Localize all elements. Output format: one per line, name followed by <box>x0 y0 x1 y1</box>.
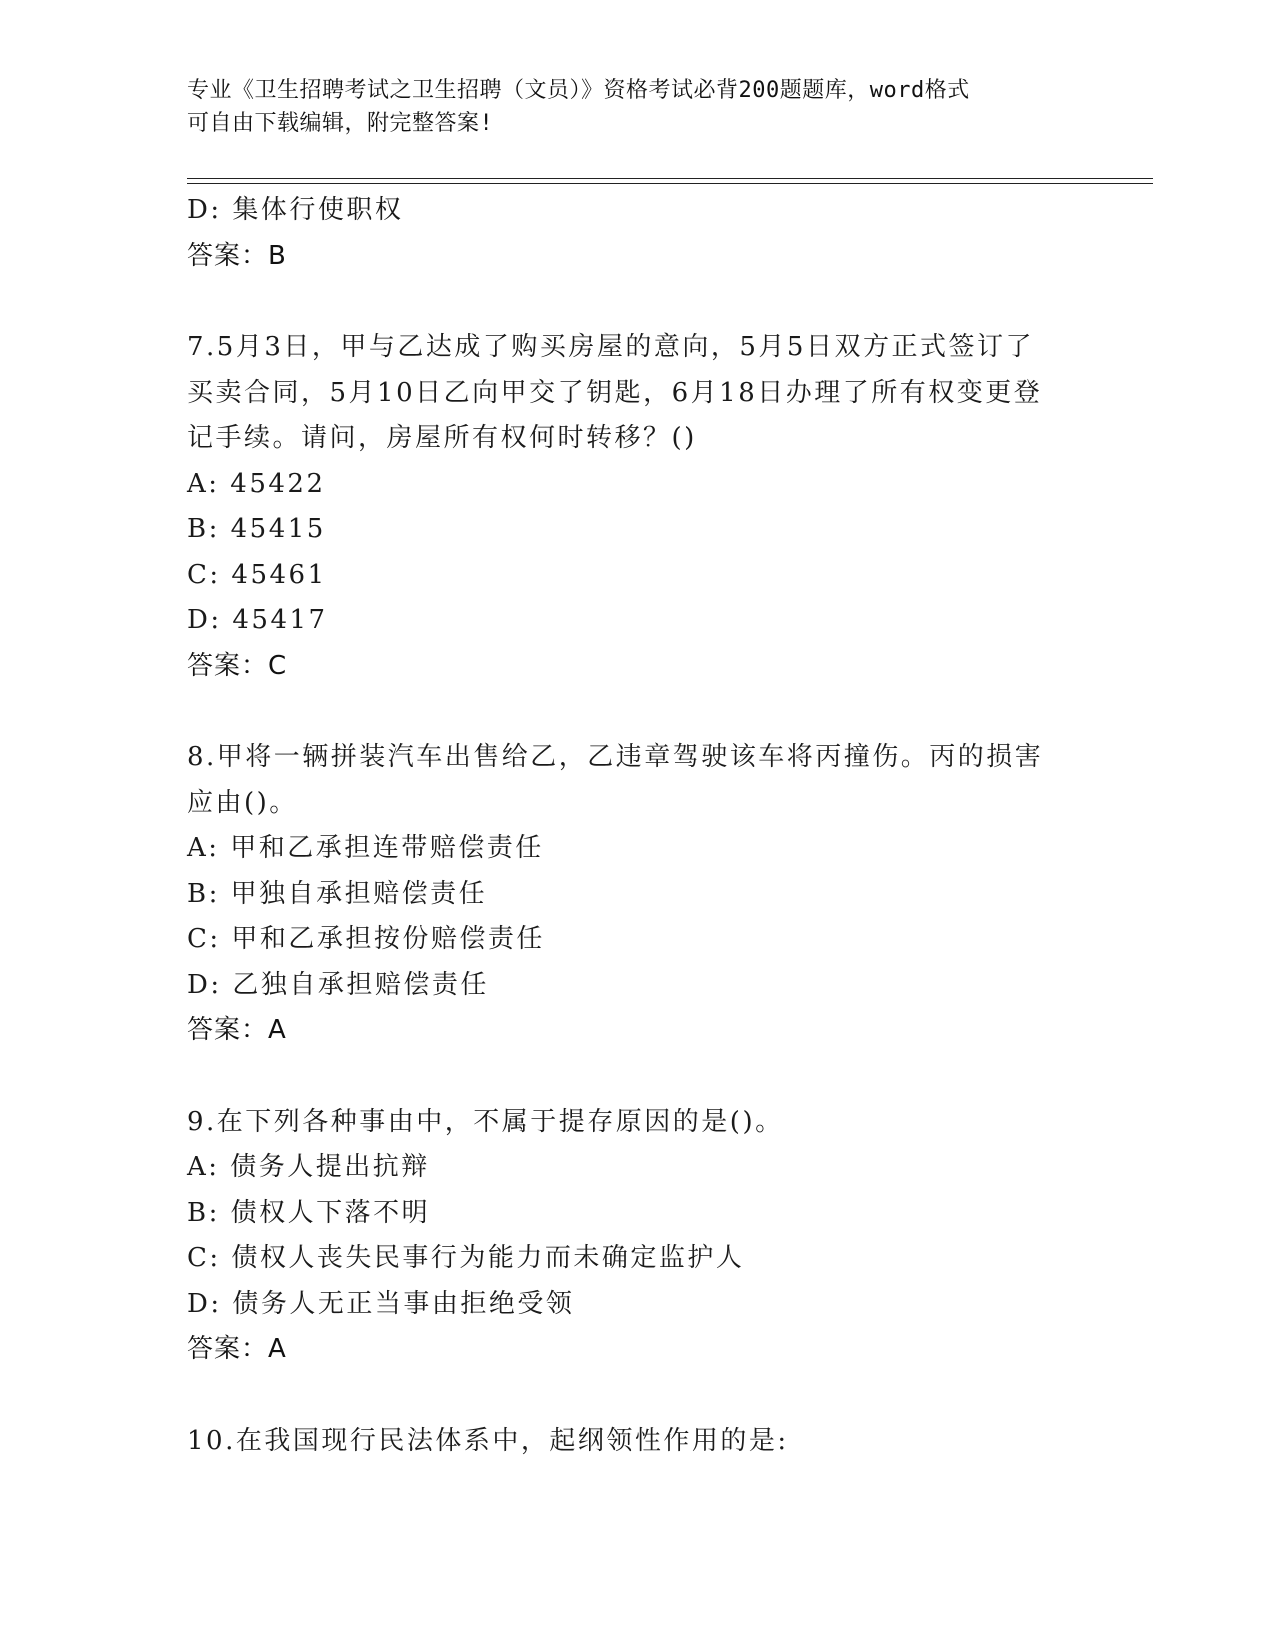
answer-label: 答案：A <box>187 1015 287 1045</box>
question-text-line: 8.甲将一辆拼装汽车出售给乙，乙违章驾驶该车将丙撞伤。丙的损害 <box>187 742 1044 772</box>
header-title-line-2: 可自由下载编辑，附完整答案! <box>187 111 494 136</box>
answer-label: 答案：A <box>187 1334 287 1364</box>
question-7 <box>187 325 1077 689</box>
option-d: D: 债务人无正当事由拒绝受领 <box>187 1288 575 1319</box>
option-d: D: 乙独自承担赔偿责任 <box>187 969 489 1000</box>
page-header <box>187 74 1077 140</box>
question-text-line: 10.在我国现行民法体系中，起纲领性作用的是: <box>187 1425 789 1456</box>
question-9 <box>187 1100 1077 1373</box>
question-text-line: 9.在下列各种事由中，不属于提存原因的是()。 <box>187 1106 784 1137</box>
header-title-line-1: 专业《卫生招聘考试之卫生招聘（文员）》资格考试必背200题题库，word格式 <box>187 78 970 103</box>
option-c: C: 45461 <box>187 559 327 590</box>
option-a: A: 45422 <box>187 468 326 499</box>
question-6-tail <box>187 188 1077 279</box>
option-d: D: 集体行使职权 <box>187 195 404 225</box>
question-text <box>187 325 1077 462</box>
option-c: C: 甲和乙承担按份赔偿责任 <box>187 924 545 954</box>
spacer <box>187 279 1077 325</box>
header-divider-bottom <box>187 183 1153 184</box>
option-a: A: 债务人提出抗辩 <box>187 1152 430 1182</box>
answer-label: 答案：B <box>187 240 287 271</box>
spacer <box>187 689 1077 735</box>
question-text-line: 记手续。请问，房屋所有权何时转移？() <box>187 423 697 453</box>
question-8 <box>187 735 1077 1054</box>
question-text <box>187 1419 1077 1465</box>
question-text-line: 应由()。 <box>187 787 298 818</box>
option-c: C: 债权人丧失民事行为能力而未确定监护人 <box>187 1243 745 1273</box>
question-content <box>187 188 1077 1464</box>
question-text-line: 买卖合同，5月10日乙向甲交了钥匙，6月18日办理了所有权变更登 <box>187 377 1043 408</box>
option-a: A: 甲和乙承担连带赔偿责任 <box>187 833 544 863</box>
option-b: B: 45415 <box>187 514 326 544</box>
spacer <box>187 1373 1077 1419</box>
spacer <box>187 1054 1077 1100</box>
question-text-line: 7.5月3日，甲与乙达成了购买房屋的意向，5月5日双方正式签订了 <box>187 332 1034 362</box>
answer-label: 答案：C <box>187 650 288 681</box>
header-divider-top <box>187 178 1153 179</box>
option-d: D: 45417 <box>187 605 328 635</box>
question-10 <box>187 1419 1077 1465</box>
question-text <box>187 1100 1077 1146</box>
question-text <box>187 735 1077 826</box>
option-b: B: 债权人下落不明 <box>187 1197 431 1228</box>
option-b: B: 甲独自承担赔偿责任 <box>187 878 488 909</box>
